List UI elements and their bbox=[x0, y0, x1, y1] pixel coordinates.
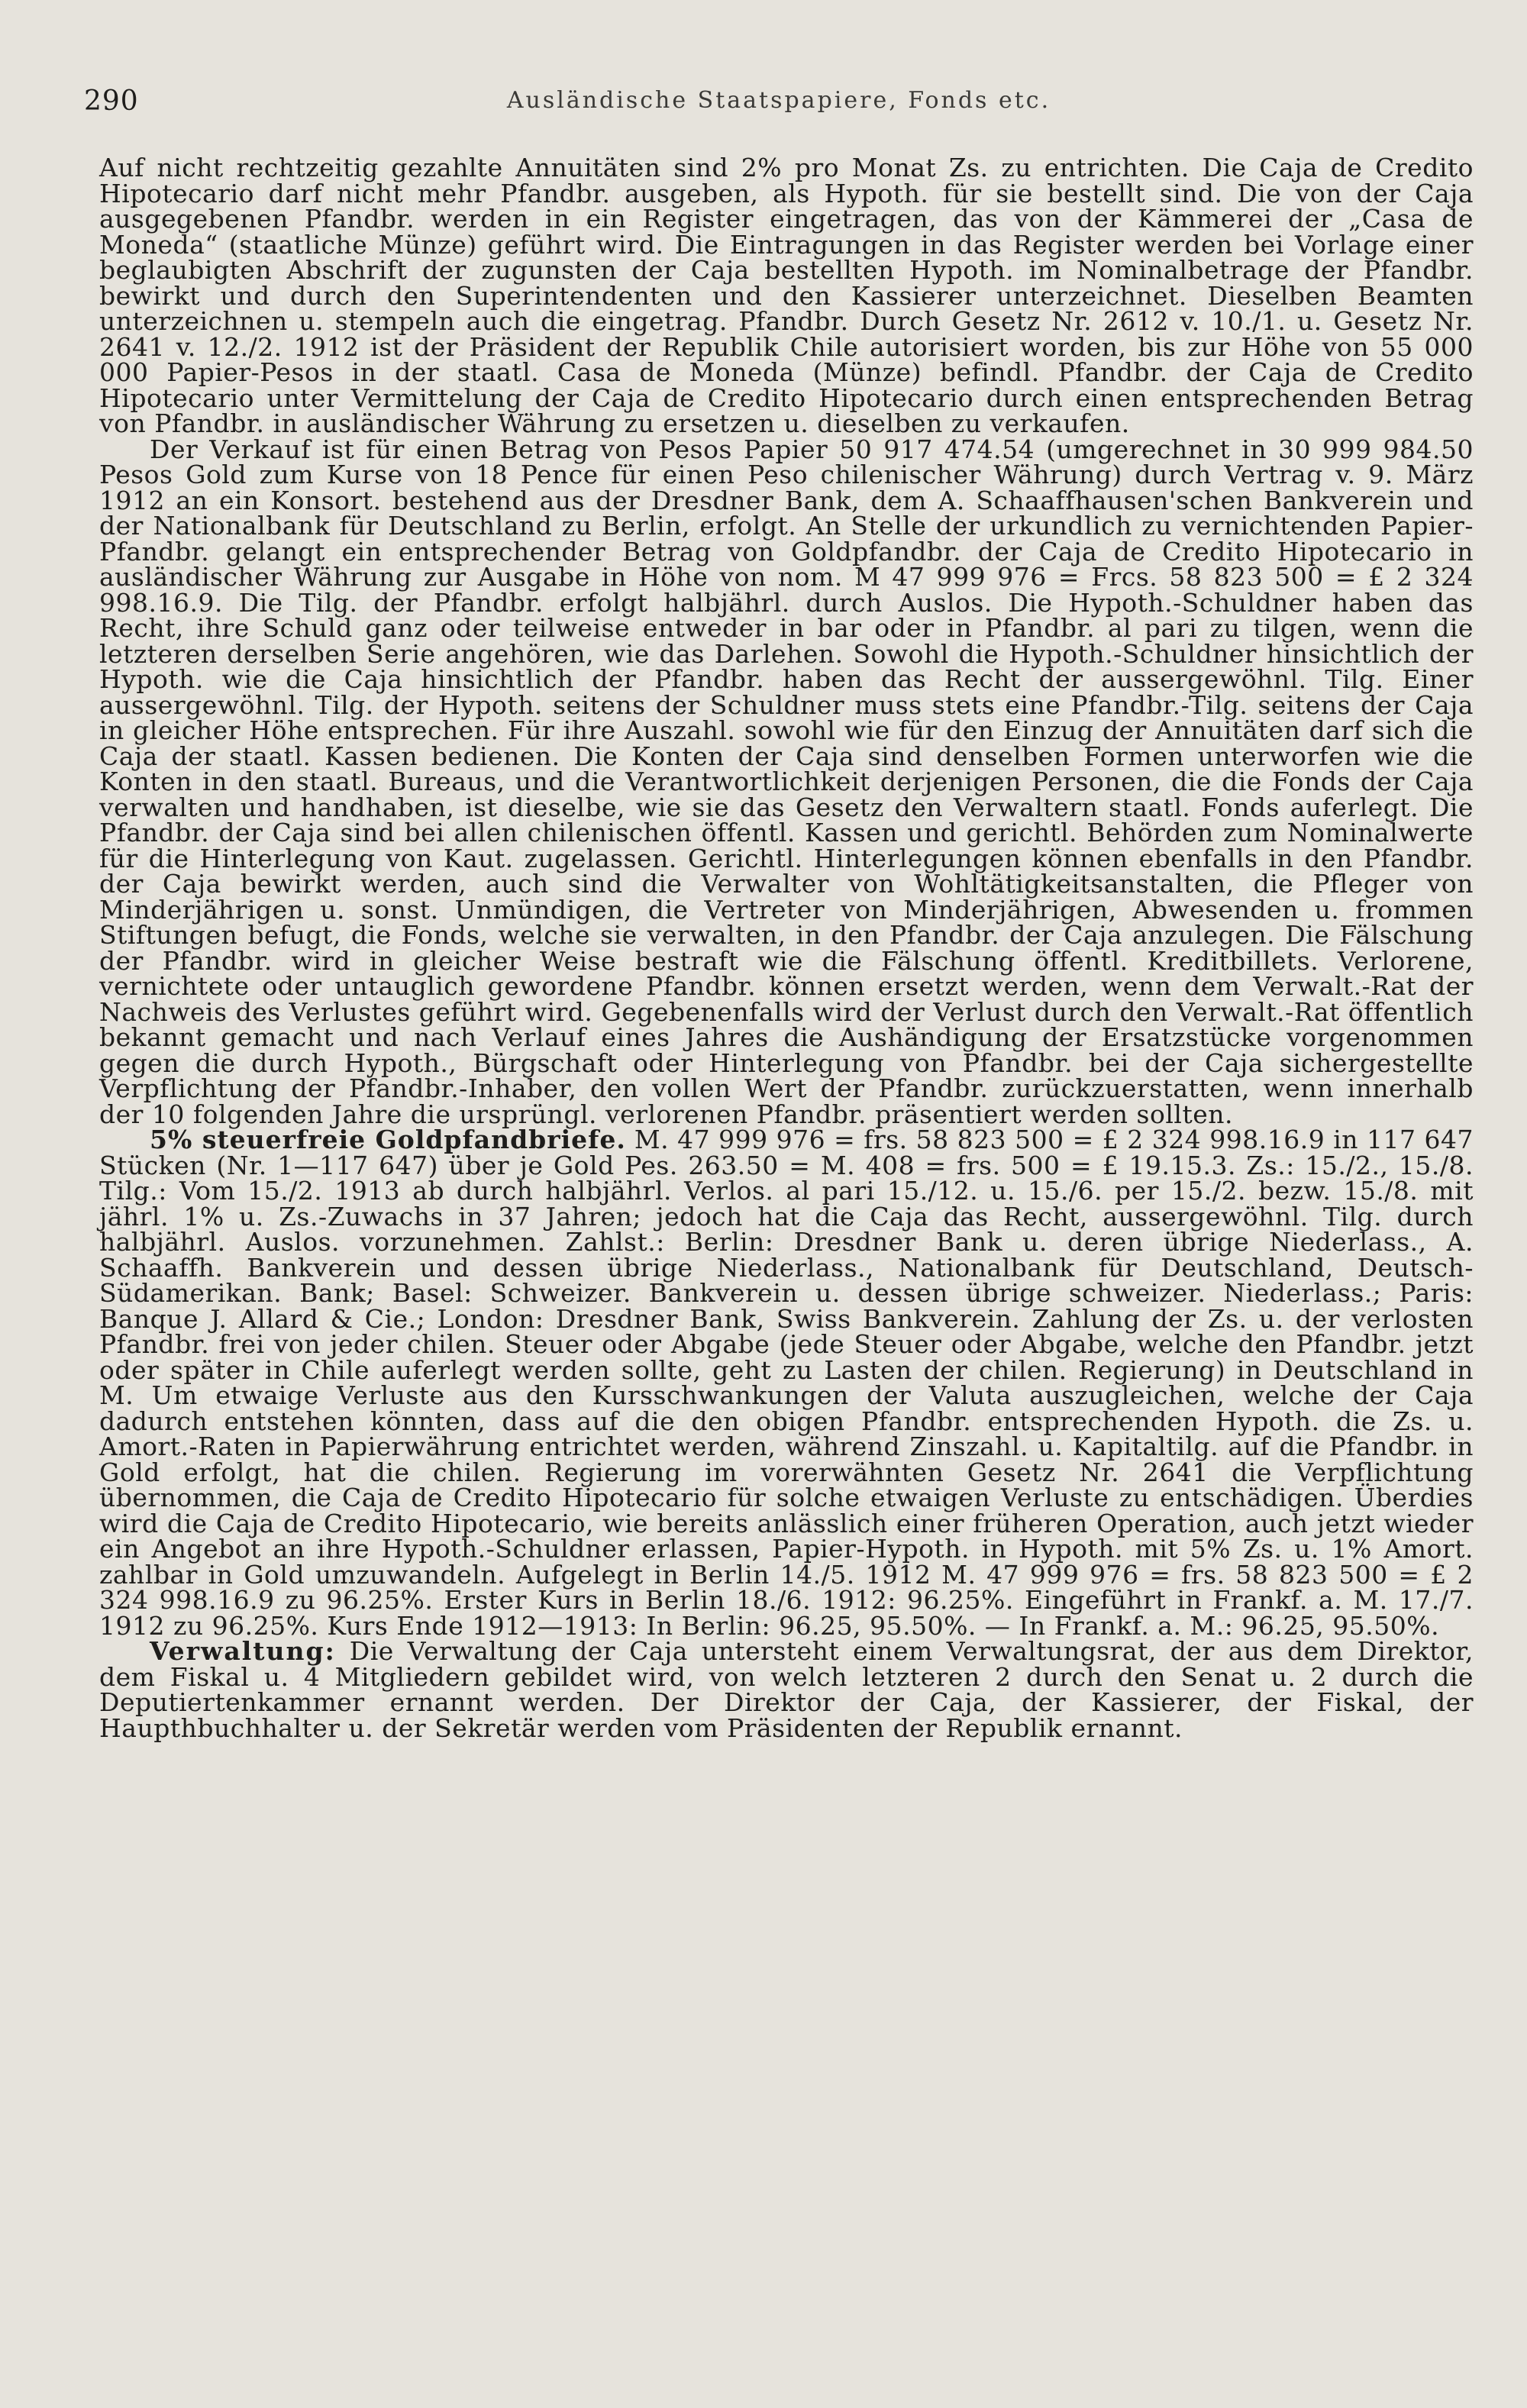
running-title: Ausländische Staatspapiere, Fonds etc. bbox=[506, 87, 1051, 114]
paragraph-verwaltung bbox=[99, 1638, 1474, 1741]
paragraph-goldpfandbriefe bbox=[99, 1125, 1474, 1641]
document-body bbox=[99, 155, 1474, 1741]
goldpfandbriefe-text: M. 47 999 976 = frs. 58 823 500 = £ 2 324 998.16.9 in 117 647 Stücken (Nr. 1—117 647) über je Gold Pes. 263.50 = M. 408 = frs. 500 = £ 19.15.3. Zs.: 15./2., 15./8. Tilg.: Vom 15./2. 1913 ab durch halbjährl. Verlos. al pari 15./12. u. 15./6. per 15./2. bezw. 15./8. mit jährl. 1% u. Zs.-Zuwachs in 37 Jahren; jedoch hat die Caja das Recht, aussergewöhnl. Tilg. durch halbjährl. Auslos. vorzunehmen. Zahlst.: Berlin: Dresdner Bank u. deren übrige Niederlass., A. Schaaffh. Bankverein und dessen übrige Niederlass., Nationalbank für Deutschland, Deutsch-Südamerikan. Bank; Basel: Schweizer. Bankverein u. dessen übrige schweizer. Niederlass.; Paris: Banque J. Allard & Cie.; London: Dresdner Bank, Swiss Bankverein. Zahlung der Zs. u. der verlosten Pfandbr. frei von jeder chilen. Steuer oder Abgabe (jede Steuer oder Abgabe, welche den Pfandbr. jetzt oder später in Chile auferlegt werden sollte, geht zu Lasten der chilen. Regierung) in Deutschland in M. Um etwaige Verluste aus den Kursschwankungen der Valuta auszugleichen, welche der Caja dadurch entstehen könnten, dass auf die den obigen Pfandbr. entsprechenden Hypoth. die Zs. u. Amort.-Raten in Papierwährung entrichtet werden, während Zinszahl. u. Kapitaltilg. auf die Pfandbr. in Gold erfolgt, hat die chilen. Regierung im vorerwähnten Gesetz Nr. 2641 die Verpflichtung übernommen, die Caja de Credito Hipotecario für solche etwaigen Verluste zu entschädigen. Überdies wird die Caja de Credito Hipotecario, wie bereits anlässlich einer früheren Operation, auch jetzt wieder ein Angebot an ihre Hypoth.-Schuldner erlassen, Papier-Hypoth. in Hypoth. mit 5% Zs. u. 1% Amort. zahlbar in Gold umzuwandeln. Aufgelegt in Berlin 14./5. 1912 M. 47 999 976 = frs. 58 823 500 = £ 2 324 998.16.9 zu 96.25%. Erster Kurs in Berlin 18./6. 1912: 96.25%. Eingeführt in Frankf. a. M. 17./7. 1912 zu 96.25%. Kurs Ende 1912—1913: In Berlin: 96.25, 95.50%. — In Frankf. a. M.: 96.25, 95.50%. bbox=[99, 1125, 1474, 1641]
verwaltung-text: Die Verwaltung der Caja untersteht einem Verwaltungsrat, der aus dem Direktor, dem Fiskal u. 4 Mitgliedern gebildet wird, von welch letzteren 2 durch den Senat u. 2 durch die Deputiertenkammer ernannt werden. Der Direktor der Caja, der Kassierer, der Fiskal, der Haupthbuchhalter u. der Sekretär werden vom Präsidenten der Republik ernannt. bbox=[99, 1636, 1474, 1743]
paragraph-annuities: Auf nicht rechtzeitig gezahlte Annuitäten sind 2% pro Monat Zs. zu entrichten. Die Caja de Credito Hipotecario darf nicht mehr Pfandbr. ausgeben, als Hypoth. für sie bestellt sind. Die von der Caja ausgegebenen Pfandbr. werden in ein Register eingetragen, das von der Kämmerei der „Casa de Moneda“ (staatliche Münze) geführt wird. Die Eintragungen in das Register werden bei Vorlage einer beglaubigten Abschrift der zugunsten der Caja bestellten Hypoth. im Nominalbetrage der Pfandbr. bewirkt und durch den Superintendenten und den Kassierer unterzeichnet. Dieselben Beamten unterzeichnen u. stempeln auch die eingetrag. Pfandbr. Durch Gesetz Nr. 2612 v. 10./1. u. Gesetz Nr. 2641 v. 12./2. 1912 ist der Präsident der Republik Chile autorisiert worden, bis zur Höhe von 55 000 000 Papier-Pesos in der staatl. Casa de Moneda (Münze) befindl. Pfandbr. der Caja de Credito Hipotecario unter Vermittelung der Caja de Credito Hipotecario durch einen entsprechenden Betrag von Pfandbr. in ausländischer Währung zu ersetzen u. dieselben zu verkaufen. bbox=[99, 153, 1474, 438]
paragraph-sale-contract: Der Verkauf ist für einen Betrag von Pesos Papier 50 917 474.54 (umgerechnet in 30 999 984.50 Pesos Gold zum Kurse von 18 Pence für einen Peso chilenischer Währung) durch Vertrag v. 9. März 1912 an ein Konsort. bestehend aus der Dresdner Bank, dem A. Schaaffhausen'schen Bankverein und der Nationalbank für Deutschland zu Berlin, erfolgt. An Stelle der urkundlich zu vernichtenden Papier-Pfandbr. gelangt ein entsprechender Betrag von Goldpfandbr. der Caja de Credito Hipotecario in ausländischer Währung zur Ausgabe in Höhe von nom. M 47 999 976 = Frcs. 58 823 500 = £ 2 324 998.16.9. Die Tilg. der Pfandbr. erfolgt halbjährl. durch Auslos. Die Hypoth.-Schuldner haben das Recht, ihre Schuld ganz oder teilweise entweder in bar oder in Pfandbr. al pari zu tilgen, wenn die letzteren derselben Serie angehören, wie das Darlehen. Sowohl die Hypoth.-Schuldner hinsichtlich der Hypoth. wie die Caja hinsichtlich der Pfandbr. haben das Recht der aussergewöhnl. Tilg. Einer aussergewöhnl. Tilg. der Hypoth. seitens der Schuldner muss stets eine Pfandbr.-Tilg. seitens der Caja in gleicher Höhe entsprechen. Für ihre Auszahl. sowohl wie für den Einzug der Annuitäten darf sich die Caja der staatl. Kassen bedienen. Die Konten der Caja sind denselben Formen unterworfen wie die Konten in den staatl. Bureaus, und die Verantwortlichkeit derjenigen Personen, die die Fonds der Caja verwalten und handhaben, ist dieselbe, wie sie das Gesetz den Verwaltern staatl. Fonds auferlegt. Die Pfandbr. der Caja sind bei allen chilenischen öffentl. Kassen und gerichtl. Behörden zum Nominalwerte für die Hinterlegung von Kaut. zugelassen. Gerichtl. Hinterlegungen können ebenfalls in den Pfandbr. der Caja bewirkt werden, auch sind die Verwalter von Wohltätigkeitsanstalten, die Pfleger von Minderjährigen u. sonst. Unmündigen, die Vertreter von Minderjährigen, Abwesenden u. frommen Stiftungen befugt, die Fonds, welche sie verwalten, in den Pfandbr. der Caja anzulegen. Die Fälschung der Pfandbr. wird in gleicher Weise bestraft wie die Fälschung öffentl. Kreditbillets. Verlorene, vernichtete oder untauglich gewordene Pfandbr. können ersetzt werden, wenn dem Verwalt.-Rat der Nachweis des Verlustes geführt wird. Gegebenenfalls wird der Verlust durch den Verwalt.-Rat öffentlich bekannt gemacht und nach Verlauf eines Jahres die Aushändigung der Ersatzstücke vorgenommen gegen die durch Hypoth., Bürgschaft oder Hinterlegung von Pfandbr. bei der Caja sichergestellte Verpflichtung der Pfandbr.-Inhaber, den vollen Wert der Pfandbr. zurückzuerstatten, wenn innerhalb der 10 folgenden Jahre die ursprüngl. verlorenen Pfandbr. präsentiert werden sollten. bbox=[99, 434, 1474, 1129]
section-heading-verwaltung: Verwaltung: bbox=[150, 1636, 336, 1666]
page-number: 290 bbox=[84, 86, 139, 117]
section-heading-goldpfandbriefe: 5% steuerfreie Goldpfandbriefe. bbox=[150, 1125, 626, 1154]
page-header bbox=[84, 86, 1474, 124]
